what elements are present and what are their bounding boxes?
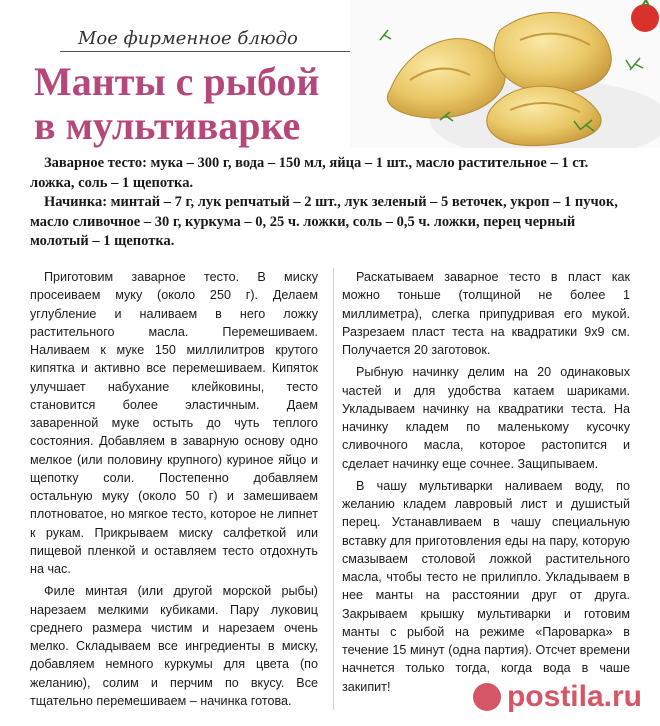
- kicker-underline: [60, 51, 350, 52]
- recipe-title: [34, 60, 354, 148]
- column-divider: [333, 268, 334, 710]
- paragraph: Филе минтая (или другой морской рыбы) нарезаем мелкими кубиками. Пару луковиц среднего размера чистим и нарезаем очень мелко. Складываем все ингредиенты в миску, добавляем немного куркумы для цвета (по желанию), солим и перчим по вкусу. Все тщательно перемешиваем – начинка готова.: [30, 584, 318, 708]
- paragraph: В чашу мультиварки наливаем воду, по желанию кладем лавровый лист и душистый перец. Устанавливаем в чашу специальную вставку для приготовления еды на пару, которую смазываем столовой ложкой растительного масла, чтобы тесто не прилипло. Укладываем в нее манты на расстоянии друг от друга. Закрываем крышку мультиварки и готовим манты с рыбой на режиме «Пароварка» в течение 15 минут (одна партия). Отсчет времени начнется только тогда, когда вода в чаше закипит!: [342, 478, 630, 694]
- dumplings-illustration: [350, 0, 660, 148]
- section-kicker: Мое фирменное блюдо: [78, 28, 298, 49]
- watermark-text: postila.ru: [506, 680, 642, 713]
- paragraph: Раскатываем заварное тесто в пласт как можно тоньше (толщиной не более 1 миллиметра), слегка припудривая его мукой. Разрезаем пласт теста на квадратики 9х9 см. Получается 20 заготовок.: [342, 270, 630, 357]
- instructions: [30, 268, 630, 716]
- dumplings-photo: [350, 0, 660, 148]
- title-line-2: в мультиварке: [34, 103, 301, 148]
- paragraph: Рыбную начинку делим на 20 одинаковых частей и для удобства катаем шариками. Укладываем начинку на квадратики теста. На начинку кладем по маленькому кусочку сливочного масла, которое растопится и сделает начинку еще сочнее. Защипываем.: [342, 365, 630, 471]
- left-column: [30, 268, 318, 716]
- dough-ingredients: Заварное тесто: мука – 300 г, вода – 150 мл, яйца – 1 шт., масло растительное – 1 ст. ложка, соль – 1 щепотка.: [30, 155, 589, 191]
- watermark-logo-icon: [473, 683, 501, 711]
- title-line-1: Манты с рыбой: [34, 59, 320, 104]
- ingredients-block: [30, 154, 630, 252]
- watermark: [473, 680, 642, 714]
- paragraph: Приготовим заварное тесто. В миску просеиваем муку (около 250 г). Делаем углубление и наливаем в него ложку растительного масла. Перемешиваем. Наливаем к муке 150 миллилитров крутого кипятка и активно все перемешиваем. Кипяток улучшает набухание клейковины, тесто становится более эластичным. Даем заваренной муке остыть до чуть теплого состояния. Добавляем в заварную основу одно мелкое (или половину крупного) куриное яйцо и щепотку соли. Постепенно добавляем остальную муку (около 50 г) и замешиваем плотноватое, но мягкое тесто, которое не липнет к рукам. Прикрываем миску салфеткой или пищевой пленкой и оставляем тесто отдохнуть на час.: [30, 270, 318, 576]
- filling-ingredients: Начинка: минтай – 7 г, лук репчатый – 2 шт., лук зеленый – 5 веточек, укроп – 1 пучок, масло сливочное – 30 г, куркума – 0, 25 ч. ложки, соль – 0,5 ч. ложки, перец черный молотый – 1 щепотка.: [30, 194, 618, 249]
- right-column: [342, 268, 630, 716]
